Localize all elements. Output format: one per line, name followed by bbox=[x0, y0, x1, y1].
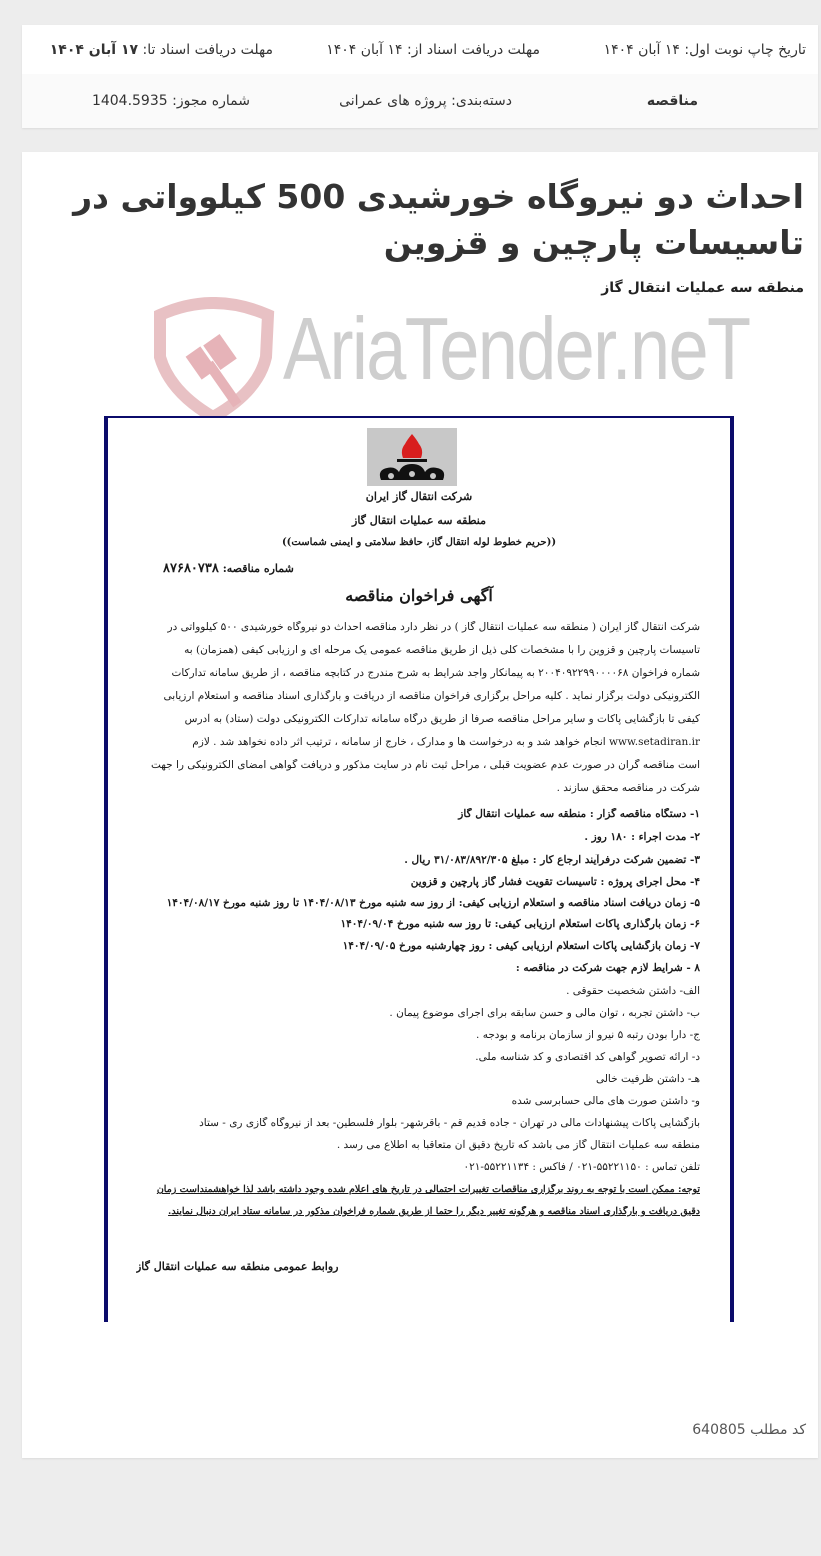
license-value: 1404.5935 bbox=[91, 93, 168, 109]
gas-company-logo-icon bbox=[367, 428, 457, 486]
watermark bbox=[148, 297, 768, 422]
contact-line: تلفن تماس : ۵۵۲۲۱۱۵۰-۰۲۱ / فاکس : ۵۵۲۲۱۱۳۴-۰۲۱ bbox=[463, 1161, 700, 1173]
item-line: ۳- تضمین شرکت درفرآیند ارجاع کار : مبلغ ۳۱/۰۸۳/۸۹۲/۳۰۵ ریال . bbox=[404, 854, 700, 866]
notice-region: منطقه سه عملیات انتقال گاز bbox=[352, 514, 486, 527]
tender-number bbox=[163, 561, 294, 576]
docs-to-label: مهلت دریافت اسناد تا: bbox=[142, 41, 273, 58]
opening-line: بازگشایی پاکات پیشنهادات مالی در تهران - جاده قدیم قم - باقرشهر- بلوار فلسطین- بعد از نیروگاه گازی ری - ستاد bbox=[199, 1117, 700, 1129]
article-card bbox=[22, 152, 818, 1458]
print-date bbox=[604, 42, 806, 58]
docs-to-value: ۱۷ آبان ۱۴۰۴ bbox=[49, 41, 139, 58]
paragraph-line: کیفی تا بازگشایی پاکات و سایر مراحل مناقصه صرفاً از طریق درگاه سامانه تدارکات الکترونیکی دولت (ستاد) به آدرس bbox=[184, 713, 700, 725]
info-row-dates bbox=[22, 25, 818, 74]
docs-from-value: ۱۴ آبان ۱۴۰۴ bbox=[326, 41, 403, 58]
paragraph-line-with-link: www.setadiran.ir انجام خواهد شد و به درخواست ها و مدارک ، خارج از سامانه ، ترتیب اثر داده نخواهد شد . لازم bbox=[192, 736, 700, 748]
note-line: توجه: ممکن است با توجه به روند برگزاری مناقصات تغییرات احتمالی در تاریخ های اعلام شده وجود داشته باشد لذا خواهشمنداست زمان bbox=[156, 1184, 700, 1195]
article-title: احداث دو نیروگاه خورشیدی 500 کیلوواتی در تاسیسات پارچین و قزوین bbox=[73, 177, 804, 262]
notice-signature: روابط عمومی منطقه سه عملیات انتقال گاز bbox=[136, 1260, 339, 1273]
item-line: ۸ - شرایط لازم جهت شرکت در مناقصه : bbox=[515, 962, 700, 974]
notice-company: شرکت انتقال گاز ایران bbox=[365, 490, 473, 503]
article-code bbox=[692, 1422, 806, 1438]
article-code-value: 640805 bbox=[692, 1422, 746, 1438]
paragraph-line: تاسیسات پارچین و قزوین را با مشخصات کلی ذیل از طریق مناقصه عمومی یک مرحله ای و ارزیابی کیفی (همزمان) به bbox=[184, 644, 700, 656]
category-value[interactable]: پروژه های عمرانی bbox=[339, 93, 447, 109]
paragraph-line: شرکت در مناقصه محقق سازند . bbox=[556, 782, 700, 794]
item-line: ۵- زمان دریافت اسناد مناقصه و استعلام ارزیابی کیفی: از روز سه شنبه مورخ ۱۴۰۴/۰۸/۱۳ تا روز شنبه مورخ ۱۴۰۴/۰۸/۱۷ bbox=[166, 897, 700, 909]
item-line: ۷- زمان بازگشایی پاکات استعلام ارزیابی کیفی : روز چهارشنبه مورخ ۱۴۰۴/۰۹/۰۵ bbox=[342, 940, 700, 952]
note-line: دقیق دریافت و بارگذاری اسناد مناقصه و هرگونه تغییر دیگر را حتما از طریق شماره فراخوان مذکور در سامانه ستاد ایران دنبال نمایند. bbox=[168, 1206, 700, 1217]
docs-from-label: مهلت دریافت اسناد از: bbox=[407, 41, 540, 58]
license-number bbox=[92, 93, 250, 109]
print-date-value: ۱۴ آبان ۱۴۰۴ bbox=[603, 41, 680, 58]
paragraph-line: است مناقصه گران در صورت عدم عضویت قبلی ، مراحل ثبت نام در سایت مذکور و دریافت گواهی امضای الکترونیکی را جهت bbox=[150, 759, 700, 771]
category-label: دسته‌بندی: bbox=[451, 93, 512, 109]
paragraph-line: شرکت انتقال گاز ایران ( منطقه سه عملیات انتقال گاز ) در نظر دارد مناقصه احداث دو نیروگاه خورشیدی ۵۰۰ کیلوواتی در bbox=[167, 621, 700, 633]
tender-number-value: ۸۷۶۸۰۷۳۸ bbox=[163, 561, 219, 576]
docs-to bbox=[50, 42, 273, 58]
condition-line: هـ- داشتن ظرفیت خالی bbox=[595, 1073, 700, 1085]
item-line: ۱- دستگاه مناقصه گزار : منطقه سه عملیات انتقال گاز bbox=[458, 808, 700, 820]
condition-line: و- داشتن صورت های مالی حسابرسی شده bbox=[511, 1095, 700, 1107]
tender-type: مناقصه bbox=[646, 93, 698, 109]
notice-heading: آگهی فراخوان مناقصه bbox=[345, 586, 493, 605]
paragraph-line: شماره فراخوان ۲۰۰۴۰۹۲۲۹۹۰۰۰۰۶۸ به پیمانکار واجد شرایط به شرح مندرج در کتابچه مناقصه ، از طریق سامانه تدارکات bbox=[171, 667, 700, 679]
tender-number-label: شماره مناقصه: bbox=[222, 562, 294, 575]
print-date-label: تاریخ چاپ نوبت اول: bbox=[684, 41, 806, 58]
opening-line: منطقه سه عملیات انتقال گاز می باشد که تاریخ دقیق آن متعاقباً به اطلاع می رسد . bbox=[336, 1139, 700, 1151]
organization-name[interactable]: منطقه سه عملیات انتقال گاز bbox=[601, 280, 804, 296]
license-label: شماره مجوز: bbox=[172, 93, 250, 109]
category bbox=[339, 93, 512, 109]
item-line: ۲- مدت اجراء : ۱۸۰ روز . bbox=[584, 831, 700, 843]
tender-notice-image bbox=[104, 416, 734, 1322]
article-code-label: کد مطلب bbox=[750, 1422, 806, 1438]
item-line: ۶- زمان بارگذاری پاکات استعلام ارزیابی کیفی: تا روز سه شنبه مورخ ۱۴۰۴/۰۹/۰۴ bbox=[340, 918, 700, 930]
condition-line: ب- داشتن تجربه ، توان مالی و حسن سابقه برای اجرای موضوع پیمان . bbox=[389, 1007, 700, 1019]
watermark-text: AriaTender.neT bbox=[283, 299, 750, 398]
condition-line: ج- دارا بودن رتبه ۵ نیرو از سازمان برنامه و بودجه . bbox=[476, 1029, 700, 1041]
condition-line: د- ارائه تصویر گواهی کد اقتصادی و کد شناسه ملی. bbox=[475, 1051, 700, 1063]
tender-info-card bbox=[22, 25, 818, 128]
item-line: ۴- محل اجرای پروژه : تاسیسات تقویت فشار گاز پارچین و قزوین bbox=[410, 876, 700, 888]
notice-slogan: ((حریم خطوط لوله انتقال گاز، حافظ سلامتی و ایمنی شماست)) bbox=[281, 537, 557, 548]
docs-from bbox=[326, 42, 540, 58]
paragraph-line: الکترونیکی دولت برگزار نماید . کلیه مراحل برگزاری فراخوان مناقصه از دریافت و بارگذاری اسناد مناقصه و استعلام ارزیابی bbox=[163, 690, 700, 702]
gavel-shield-icon bbox=[148, 297, 278, 422]
condition-line: الف- داشتن شخصیت حقوقی . bbox=[566, 985, 700, 997]
nigc-logo bbox=[367, 428, 457, 486]
info-row-meta bbox=[22, 74, 818, 128]
